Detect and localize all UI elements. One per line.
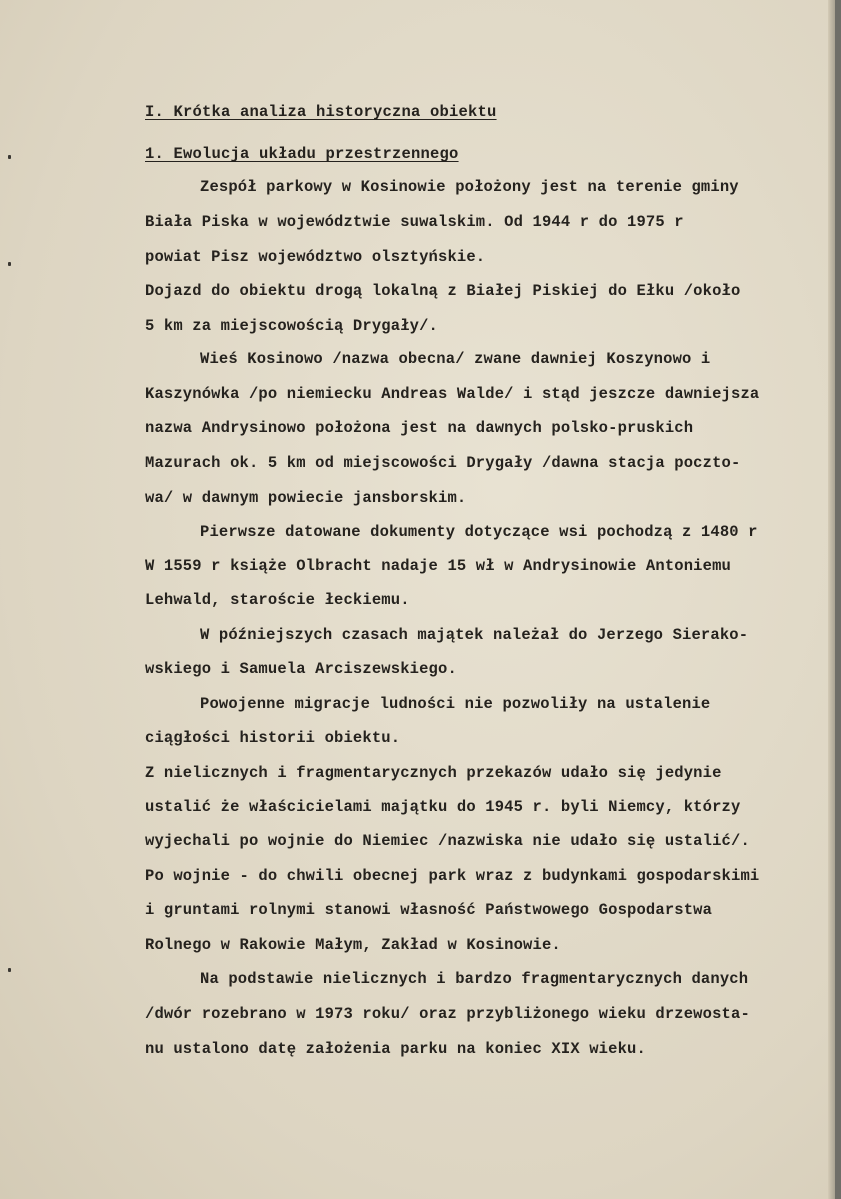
text-line: nazwa Andrysinowo położona jest na dawnych polsko-pruskich (145, 419, 694, 437)
text-line: Lehwald, staroście łeckiemu. (145, 591, 410, 609)
page-edge-shadow (828, 0, 835, 1199)
text-line: ciągłości historii obiektu. (145, 729, 401, 747)
text-line: Na podstawie nielicznych i bardzo fragmentarycznych danych (200, 970, 749, 988)
punch-hole-mark (8, 262, 11, 266)
text-line: Wieś Kosinowo /nazwa obecna/ zwane dawniej Koszynowo i (200, 350, 711, 368)
text-line: nu ustalono datę założenia parku na koniec XIX wieku. (145, 1040, 646, 1058)
text-line: Dojazd do obiektu drogą lokalną z Białej Piskiej do Ełku /około (145, 282, 741, 300)
subsection-title: 1. Ewolucja układu przestrzennego (145, 145, 459, 163)
text-line: ustalić że właścicielami majątku do 1945 r. byli Niemcy, którzy (145, 798, 741, 816)
text-line: W późniejszych czasach majątek należał do Jerzego Sierako- (200, 626, 749, 644)
text-line: Powojenne migracje ludności nie pozwoliły na ustalenie (200, 695, 711, 713)
text-line: i gruntami rolnymi stanowi własność Państwowego Gospodarstwa (145, 901, 713, 919)
text-line: Zespół parkowy w Kosinowie położony jest na terenie gminy (200, 178, 739, 196)
text-line: wa/ w dawnym powiecie jansborskim. (145, 489, 467, 507)
text-line: /dwór rozebrano w 1973 roku/ oraz przybliżonego wieku drzewosta- (145, 1005, 750, 1023)
text-line: powiat Pisz województwo olsztyńskie. (145, 248, 486, 266)
text-line: wskiego i Samuela Arciszewskiego. (145, 660, 457, 678)
text-line: W 1559 r książe Olbracht nadaje 15 wł w Andrysinowie Antoniemu (145, 557, 731, 575)
text-line: Pierwsze datowane dokumenty dotyczące wsi pochodzą z 1480 r (200, 523, 758, 541)
section-title: I. Krótka analiza historyczna obiektu (145, 103, 497, 121)
text-line: Rolnego w Rakowie Małym, Zakład w Kosinowie. (145, 936, 561, 954)
text-line: Po wojnie - do chwili obecnej park wraz z budynkami gospodarskimi (145, 867, 760, 885)
text-line: Mazurach ok. 5 km od miejscowości Drygały /dawna stacja poczto- (145, 454, 741, 472)
punch-hole-mark (8, 155, 11, 159)
punch-hole-mark (8, 968, 11, 972)
text-line: Biała Piska w województwie suwalskim. Od 1944 r do 1975 r (145, 213, 684, 231)
text-line: Kaszynówka /po niemiecku Andreas Walde/ i stąd jeszcze dawniejsza (145, 385, 760, 403)
scan-border (835, 0, 841, 1199)
text-line: 5 km za miejscowością Drygały/. (145, 317, 438, 335)
text-line: Z nielicznych i fragmentarycznych przekazów udało się jedynie (145, 764, 722, 782)
text-line: wyjechali po wojnie do Niemiec /nazwiska nie udało się ustalić/. (145, 832, 750, 850)
